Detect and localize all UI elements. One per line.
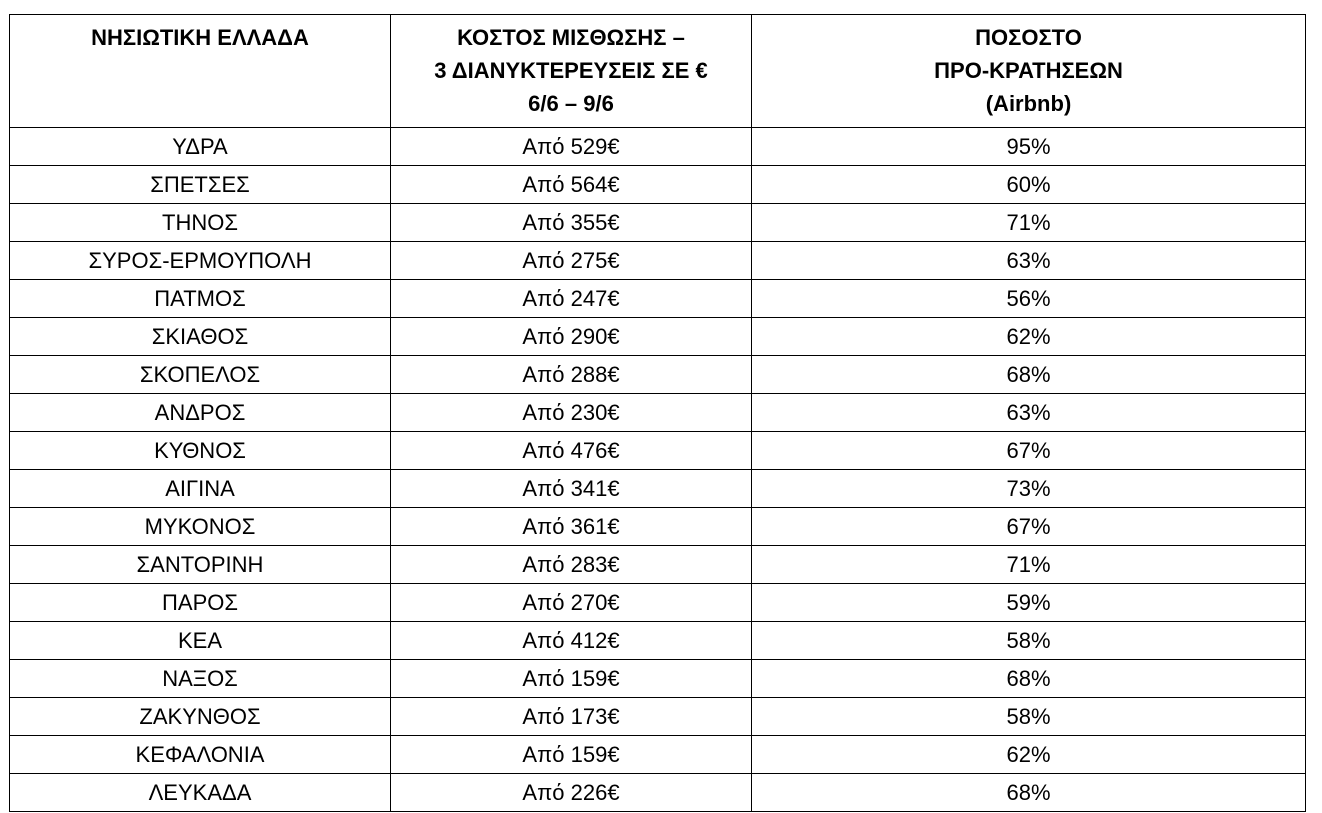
island-cell: ΛΕΥΚΑΔΑ (10, 774, 391, 812)
percentage-cell: 62% (752, 318, 1306, 356)
island-cell: ΣΑΝΤΟΡΙΝΗ (10, 546, 391, 584)
percentage-cell: 62% (752, 736, 1306, 774)
percentage-cell: 95% (752, 128, 1306, 166)
cost-cell: Από 275€ (391, 242, 752, 280)
table-row (10, 242, 1306, 280)
table-body (10, 128, 1306, 812)
table-row (10, 128, 1306, 166)
table-row (10, 280, 1306, 318)
percentage-cell: 56% (752, 280, 1306, 318)
cost-cell: Από 226€ (391, 774, 752, 812)
cost-cell: Από 270€ (391, 584, 752, 622)
cost-cell: Από 288€ (391, 356, 752, 394)
island-cell: ΑΙΓΙΝΑ (10, 470, 391, 508)
percentage-cell: 60% (752, 166, 1306, 204)
island-cell: ΣΚΙΑΘΟΣ (10, 318, 391, 356)
percentage-cell: 71% (752, 204, 1306, 242)
header-island (10, 15, 391, 128)
cost-cell: Από 173€ (391, 698, 752, 736)
percentage-cell: 58% (752, 622, 1306, 660)
header-cost (391, 15, 752, 128)
percentage-cell: 58% (752, 698, 1306, 736)
cost-cell: Από 290€ (391, 318, 752, 356)
table-row (10, 318, 1306, 356)
table-header (10, 15, 1306, 128)
island-cell: ΚΥΘΝΟΣ (10, 432, 391, 470)
cost-cell: Από 529€ (391, 128, 752, 166)
percentage-cell: 68% (752, 356, 1306, 394)
island-cell: ΤΗΝΟΣ (10, 204, 391, 242)
table-row (10, 736, 1306, 774)
percentage-cell: 67% (752, 508, 1306, 546)
island-cell: ΚΕΦΑΛΟΝΙΑ (10, 736, 391, 774)
cost-cell: Από 247€ (391, 280, 752, 318)
table-row (10, 698, 1306, 736)
cost-cell: Από 159€ (391, 736, 752, 774)
percentage-cell: 71% (752, 546, 1306, 584)
table-row (10, 470, 1306, 508)
percentage-cell: 68% (752, 774, 1306, 812)
table-row (10, 584, 1306, 622)
header-cost-line-3: 6/6 – 9/6 (528, 91, 614, 116)
table-row (10, 774, 1306, 812)
island-cell: ΝΑΞΟΣ (10, 660, 391, 698)
percentage-cell: 73% (752, 470, 1306, 508)
cost-cell: Από 355€ (391, 204, 752, 242)
percentage-cell: 63% (752, 394, 1306, 432)
island-rental-table (9, 14, 1306, 812)
percentage-cell: 68% (752, 660, 1306, 698)
header-percentage (752, 15, 1306, 128)
table-row (10, 204, 1306, 242)
island-cell: ΠΑΡΟΣ (10, 584, 391, 622)
table-row (10, 546, 1306, 584)
header-row (10, 15, 1306, 128)
cost-cell: Από 341€ (391, 470, 752, 508)
island-cell: ΣΚΟΠΕΛΟΣ (10, 356, 391, 394)
header-percentage-line-1: ΠΟΣΟΣΤΟ (975, 25, 1082, 50)
header-percentage-line-3: (Airbnb) (985, 91, 1072, 116)
table-row (10, 622, 1306, 660)
island-cell: ΠΑΤΜΟΣ (10, 280, 391, 318)
table-row (10, 660, 1306, 698)
header-cost-line-2: 3 ΔΙΑΝΥΚΤΕΡΕΥΣΕΙΣ ΣΕ € (434, 58, 708, 83)
table-row (10, 166, 1306, 204)
header-island-line: ΝΗΣΙΩΤΙΚΗ ΕΛΛΑΔΑ (91, 25, 309, 50)
cost-cell: Από 476€ (391, 432, 752, 470)
island-cell: ΜΥΚΟΝΟΣ (10, 508, 391, 546)
island-cell: ΣΥΡΟΣ-ΕΡΜΟΥΠΟΛΗ (10, 242, 391, 280)
percentage-cell: 59% (752, 584, 1306, 622)
island-cell: ΑΝΔΡΟΣ (10, 394, 391, 432)
cost-cell: Από 361€ (391, 508, 752, 546)
island-cell: ΣΠΕΤΣΕΣ (10, 166, 391, 204)
percentage-cell: 63% (752, 242, 1306, 280)
cost-cell: Από 564€ (391, 166, 752, 204)
header-cost-line-1: ΚΟΣΤΟΣ ΜΙΣΘΩΣΗΣ – (457, 25, 685, 50)
table-row (10, 508, 1306, 546)
island-cell: ΚΕΑ (10, 622, 391, 660)
cost-cell: Από 230€ (391, 394, 752, 432)
cost-cell: Από 412€ (391, 622, 752, 660)
header-percentage-line-2: ΠΡΟ-ΚΡΑΤΗΣΕΩΝ (934, 58, 1123, 83)
island-cell: ΥΔΡΑ (10, 128, 391, 166)
table-row (10, 356, 1306, 394)
table-row (10, 432, 1306, 470)
table-row (10, 394, 1306, 432)
island-cell: ΖΑΚΥΝΘΟΣ (10, 698, 391, 736)
cost-cell: Από 159€ (391, 660, 752, 698)
percentage-cell: 67% (752, 432, 1306, 470)
cost-cell: Από 283€ (391, 546, 752, 584)
